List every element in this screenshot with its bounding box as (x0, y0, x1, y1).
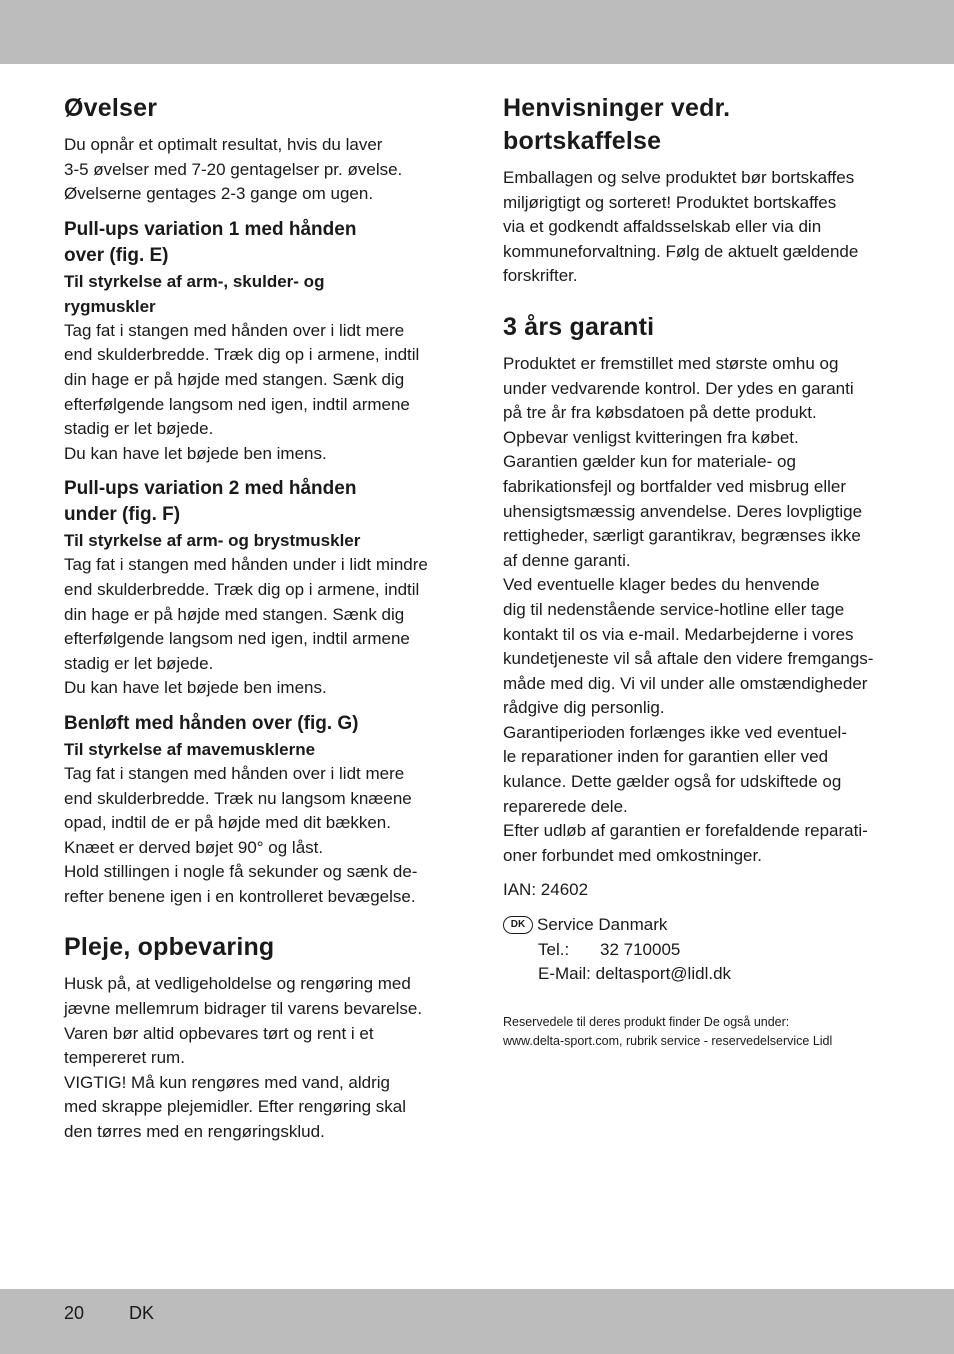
section-title-warranty: 3 års garanti (503, 312, 655, 341)
service-name-row (503, 913, 898, 938)
section-title-ovelser: Øvelser (64, 94, 158, 122)
service-email-row (503, 962, 898, 987)
language-code: DK (129, 1303, 155, 1323)
phone-number: 32 710005 (600, 939, 681, 959)
page-number: 20 (64, 1303, 85, 1323)
exercise-3-title: Benløft med hånden over (fig. G) (64, 712, 359, 734)
exercise-3-body: Tag fat i stangen med hånden over i lidt mere end skulderbredde. Træk nu langsom knæene opad, indtil de er på højde med dit bækken. Knæet er derved bøjet 90° og låst. Hold stillingen i nogle få sekunder og sænk de- refter benene igen i en kontrolleret bevægelse. (64, 763, 418, 906)
service-name: Service Danmark (537, 915, 668, 935)
ovelser-intro: Du opnår et optimalt resultat, hvis du laver 3-5 øvelser med 7-20 gentagelser pr. øvelse. Øvelserne gentages 2-3 gange om ugen. (64, 135, 403, 204)
pleje-body: Husk på, at vedligeholdelse og rengøring med jævne mellemrum bidrager til varens bevarelse. Varen bør altid opbevares tørt og rent i et tempereret rum. VIGTIG! Må kun rengøres med vand, aldrig med skrappe plejemidler. Efter rengøring skal den tørres med en rengøringsklud. (64, 974, 423, 1142)
right-column (503, 92, 898, 1051)
exercise-2-title: Pull-ups variation 2 med hånden under (fig. F) (64, 478, 357, 526)
exercise-3-subtitle: Til styrkelse af mavemusklerne (64, 739, 316, 759)
section-title-disposal: Henvisninger vedr. bortskaffelse (503, 94, 731, 155)
left-column (64, 92, 454, 1145)
dk-country-badge-icon: DK (503, 916, 533, 934)
ian-number: IAN: 24602 (503, 880, 589, 900)
section-title-pleje: Pleje, opbevaring (64, 933, 275, 962)
exercise-1-body: Tag fat i stangen med hånden over i lidt mere end skulderbredde. Træk dig op i armene, indtil din hage er på højde med stangen. Sænk dig efterfølgende langsom ned igen, indtil armene stadig er let bøjede. Du kan have let bøjede ben imens. (64, 320, 420, 463)
exercise-2-body: Tag fat i stangen med hånden under i lidt mindre end skulderbredde. Træk dig op i armene, indtil din hage er på højde med stangen. Sænk dig efterfølgende langsom ned igen, indtil armene stadig er let bøjede. Du kan have let bøjede ben imens. (64, 555, 428, 698)
exercise-1-title: Pull-ups variation 1 med hånden over (fig. E) (64, 218, 357, 266)
disposal-body: Emballagen og selve produktet bør bortskaffes miljørigtigt og sorteret! Produktet bortskaffes via et godkendt affaldsselskab eller via din kommuneforvaltning. Følg de aktuelt gældende forskrifter. (503, 168, 859, 286)
exercise-2-subtitle: Til styrkelse af arm- og brystmuskler (64, 531, 361, 551)
warranty-body: Produktet er fremstillet med største omhu og under vedvarende kontrol. Der ydes en garanti på tre år fra købsdatoen på dette produkt. Opbevar venligst kvitteringen fra købet. Garantien gælder kun for materiale- og fabrikationsfejl og bortfalder ved misbrug eller uhensigtsmæssig anvendelse. Deres lovpligtige rettigheder, særligt garantikrav, begrænses ikke af denne garanti. Ved eventuelle klager bedes du henvende dig til nedenstående service-hotline eller tage kontakt til os via e-mail. Medarbejderne i vores kundetjeneste vil så aftale den videre fremgangs- måde med dig. Vi vil under alle omstændigheder rådgive dig personlig. Garantiperioden forlænges ikke ved eventuel- le reparationer inden for garantien eller ved kulance. Dette gælder også for udskiftede og reparerede dele. Efter udløb af garantien er forefaldende reparati- oner forbundet med omkostninger. (503, 353, 874, 865)
service-contact (503, 913, 898, 987)
service-phone-row (503, 938, 898, 963)
exercise-1-subtitle: Til styrkelse af arm-, skulder- og rygmuskler (64, 271, 325, 316)
email-address: deltasport@lidl.dk (595, 964, 732, 984)
header-bar (0, 0, 954, 64)
phone-label: Tel.: (538, 939, 570, 959)
spare-parts-note: Reservedele til deres produkt finder De også under: www.delta-sport.com, rubrik service - reservedelservice Lidl (503, 1014, 833, 1048)
email-label: E-Mail: (538, 964, 591, 984)
